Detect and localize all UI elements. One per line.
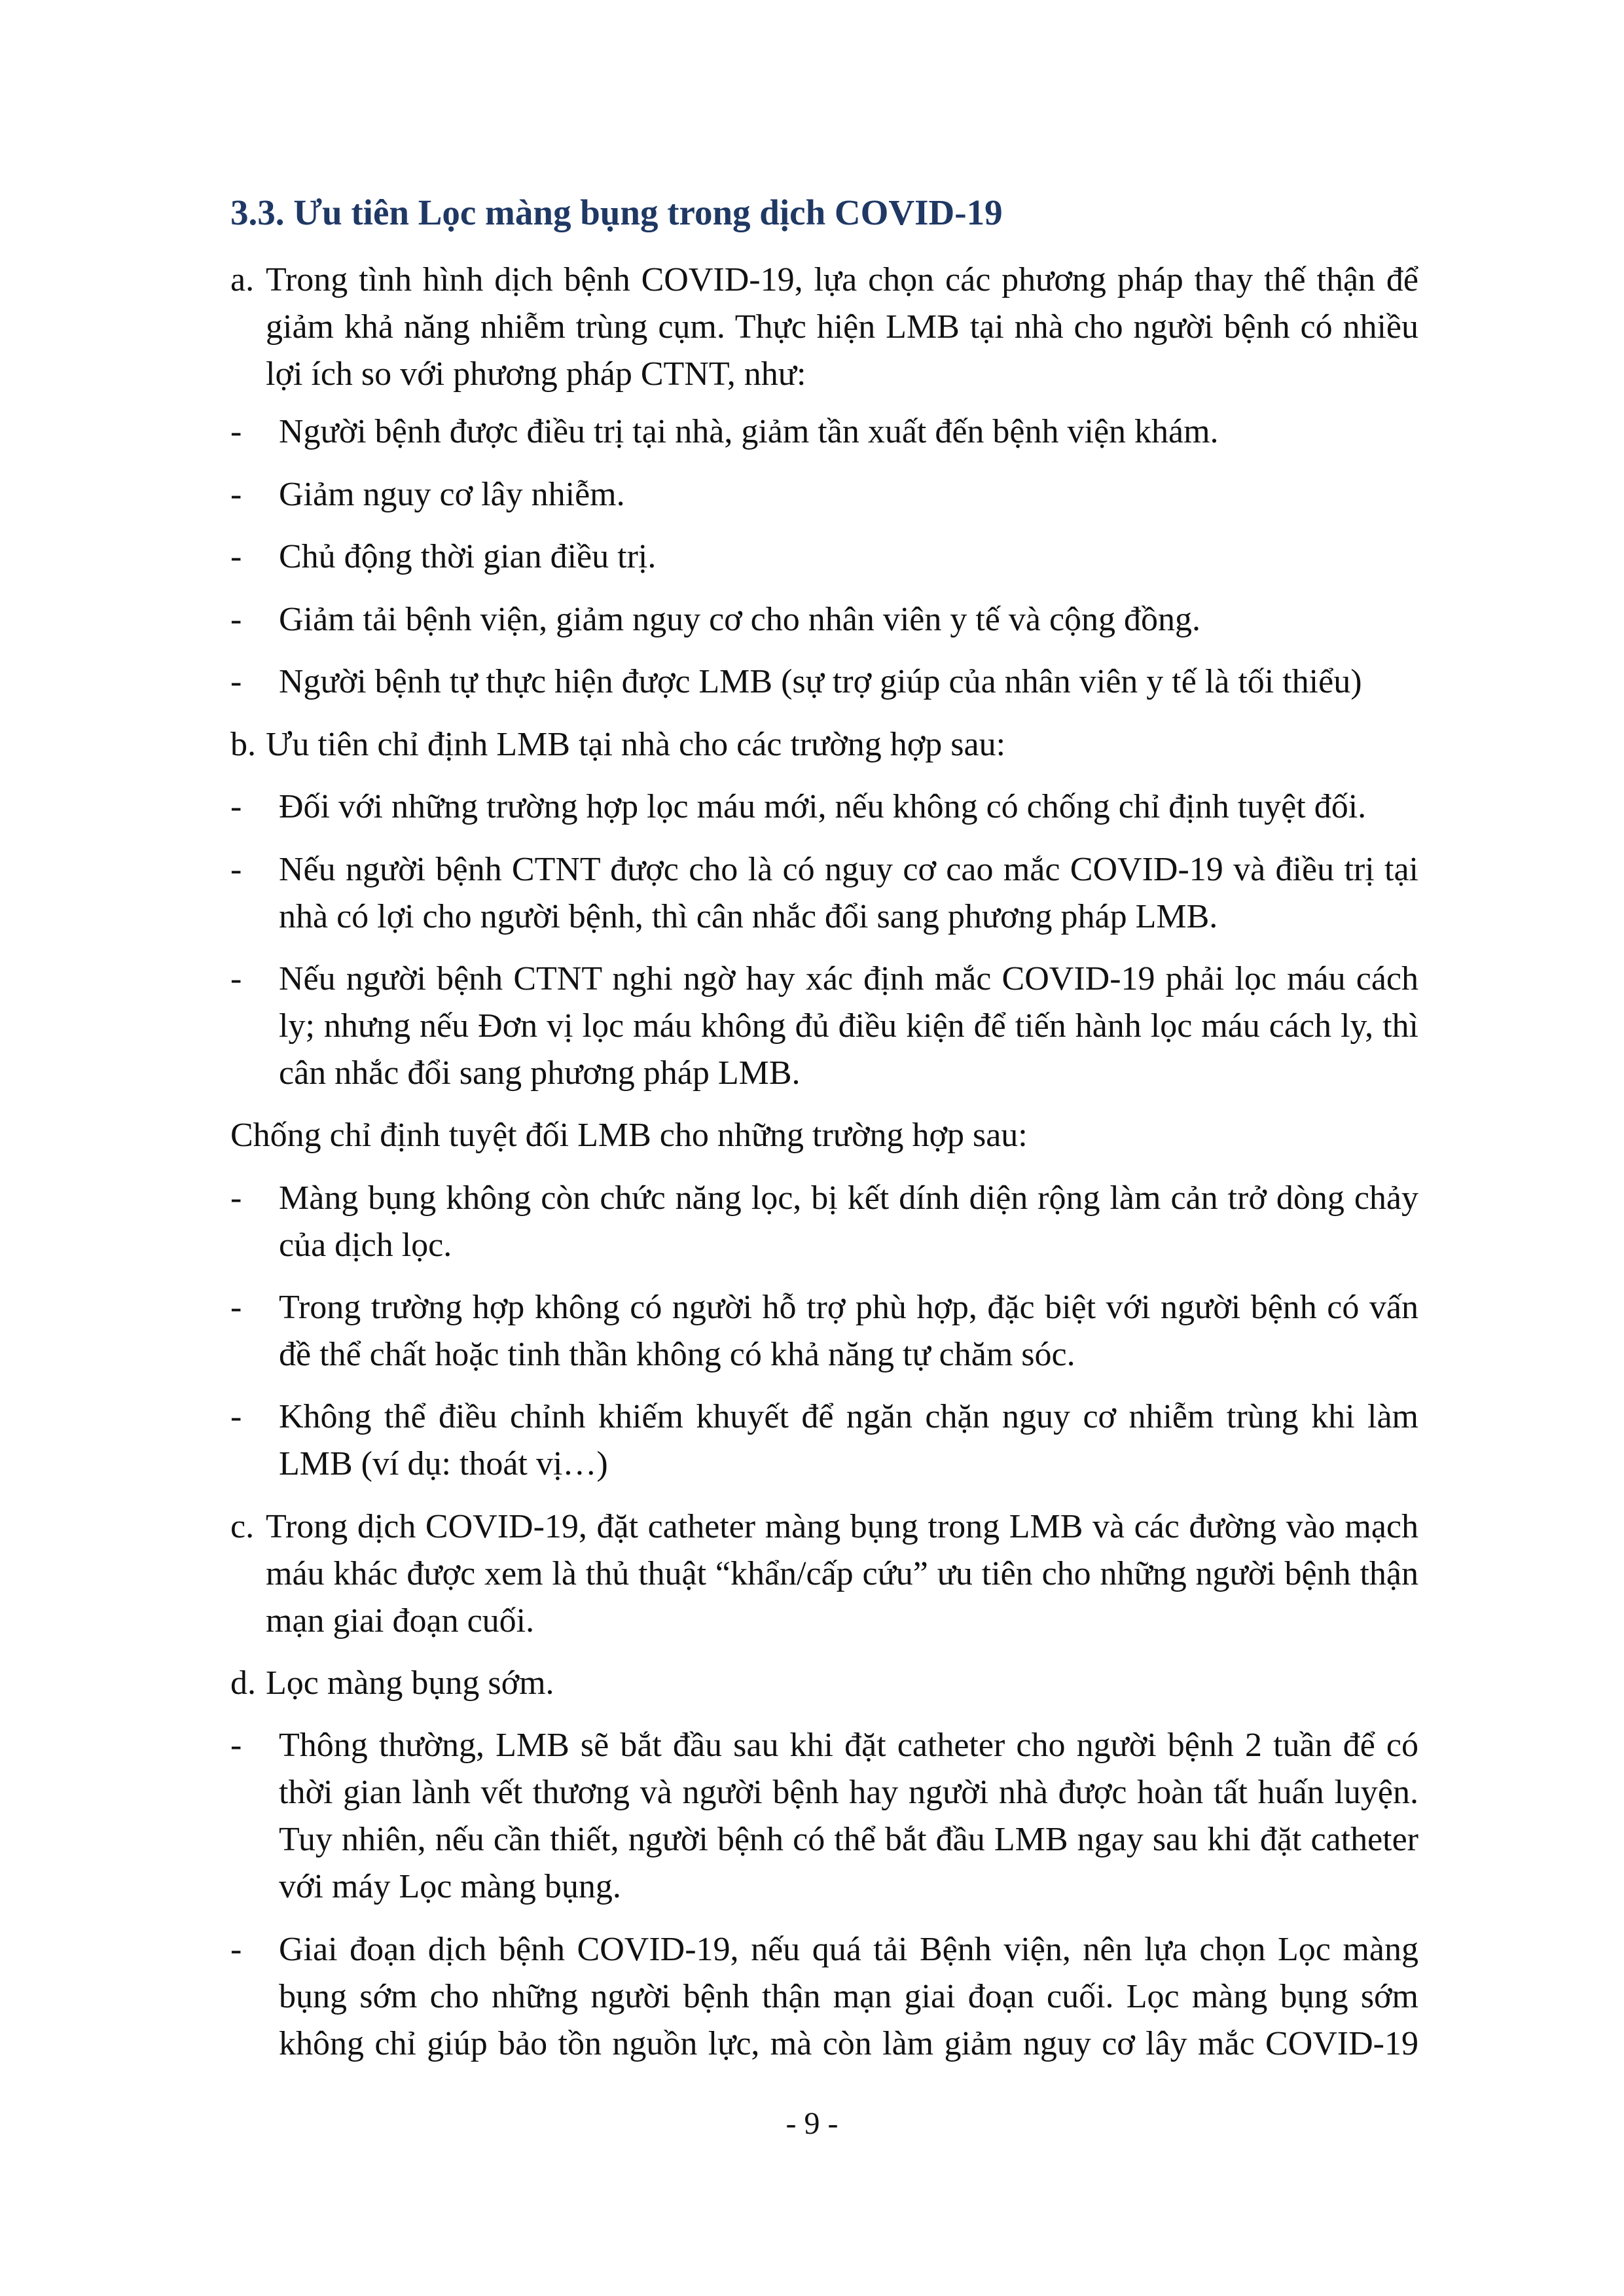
bullet-dash: - <box>230 788 242 825</box>
list-item <box>230 1175 1418 1269</box>
section-c-text: Trong dịch COVID-19, đặt catheter màng bụng trong LMB và các đường vào mạch máu khác được xem là thủ thuật “khẩn/cấp cứu” ưu tiên cho những người bệnh thận mạn giai đoạn cuối. <box>266 1508 1418 1640</box>
section-b-marker: b. <box>230 726 256 763</box>
list-item <box>230 1722 1418 1910</box>
list-item <box>230 533 1418 581</box>
list-item-text: Người bệnh được điều trị tại nhà, giảm tần xuất đến bệnh viện khám. <box>279 413 1219 450</box>
list-item-text: Giảm tải bệnh viện, giảm nguy cơ cho nhân viên y tế và cộng đồng. <box>279 601 1201 638</box>
bullet-dash: - <box>230 960 242 997</box>
list-item-text: Chủ động thời gian điều trị. <box>279 538 657 575</box>
list-item-text: Đối với những trường hợp lọc máu mới, nếu không có chống chỉ định tuyệt đối. <box>279 788 1367 825</box>
contraindications-intro: Chống chỉ định tuyệt đối LMB cho những trường hợp sau: <box>230 1117 1028 1154</box>
section-heading: 3.3. Ưu tiên Lọc màng bụng trong dịch COVID-19 <box>230 192 1003 232</box>
bullet-dash: - <box>230 1179 242 1217</box>
list-item-text: Nếu người bệnh CTNT được cho là có nguy cơ cao mắc COVID-19 và điều trị tại nhà có lợi cho người bệnh, thì cân nhắc đổi sang phương pháp LMB. <box>279 851 1418 935</box>
section-a-marker: a. <box>230 261 255 298</box>
list-item-text: Màng bụng không còn chức năng lọc, bị kết dính diện rộng làm cản trở dòng chảy của dịch lọc. <box>279 1179 1418 1264</box>
bullet-dash: - <box>230 476 242 513</box>
bullet-dash: - <box>230 1289 242 1326</box>
section-b-text: Ưu tiên chỉ định LMB tại nhà cho các trường hợp sau: <box>266 726 1006 763</box>
list-item-text: Trong trường hợp không có người hỗ trợ phù hợp, đặc biệt với người bệnh có vấn đề thể chất hoặc tinh thần không có khả năng tự chăm sóc. <box>279 1289 1418 1373</box>
page-number: - 9 - <box>785 2106 839 2141</box>
section-b-paragraph <box>230 721 1418 768</box>
section-a-paragraph <box>230 257 1418 398</box>
section-d-marker: d. <box>230 1664 256 1702</box>
section-c-paragraph <box>230 1503 1418 1645</box>
bullet-dash: - <box>230 1727 242 1764</box>
bullet-dash: - <box>230 538 242 575</box>
list-item <box>230 1284 1418 1378</box>
section-a-text: Trong tình hình dịch bệnh COVID-19, lựa chọn các phương pháp thay thế thận để giảm khả năng nhiễm trùng cụm. Thực hiện LMB tại nhà cho người bệnh có nhiều lợi ích so với phương pháp CTNT, như: <box>266 261 1418 393</box>
section-c-marker: c. <box>230 1508 255 1545</box>
list-item <box>230 471 1418 518</box>
list-item <box>230 956 1418 1097</box>
bullet-dash: - <box>230 601 242 638</box>
list-item <box>230 596 1418 643</box>
list-item-text: Nếu người bệnh CTNT nghi ngờ hay xác định mắc COVID-19 phải lọc máu cách ly; nhưng nếu Đơn vị lọc máu không đủ điều kiện để tiến hành lọc máu cách ly, thì cân nhắc đổi sang phương pháp LMB. <box>279 960 1418 1092</box>
list-item-text: Không thể điều chỉnh khiếm khuyết để ngăn chặn nguy cơ nhiễm trùng khi làm LMB (ví dụ: thoát vị…) <box>279 1398 1418 1482</box>
list-item <box>230 658 1418 706</box>
list-item-text: Người bệnh tự thực hiện được LMB (sự trợ giúp của nhân viên y tế là tối thiểu) <box>279 663 1362 700</box>
list-item-text: Giảm nguy cơ lây nhiễm. <box>279 476 625 513</box>
bullet-dash: - <box>230 1931 242 1968</box>
bullet-dash: - <box>230 851 242 888</box>
section-d-text: Lọc màng bụng sớm. <box>266 1664 554 1702</box>
bullet-dash: - <box>230 663 242 700</box>
list-item-text: Thông thường, LMB sẽ bắt đầu sau khi đặt catheter cho người bệnh 2 tuần để có thời gian lành vết thương và người bệnh hay người nhà được hoàn tất huấn luyện. Tuy nhiên, nếu cần thiết, người bệnh có thể bắt đầu LMB ngay sau khi đặt catheter với máy Lọc màng bụng. <box>279 1727 1418 1905</box>
bullet-dash: - <box>230 1398 242 1435</box>
list-item <box>230 408 1418 456</box>
bullet-dash: - <box>230 413 242 450</box>
list-item <box>230 1393 1418 1488</box>
list-item <box>230 783 1418 831</box>
list-item <box>230 1926 1418 2068</box>
list-item-text: Giai đoạn dịch bệnh COVID-19, nếu quá tải Bệnh viện, nên lựa chọn Lọc màng bụng sớm cho những người bệnh thận mạn giai đoạn cuối. Lọc màng bụng sớm không chỉ giúp bảo tồn nguồn lực, mà còn làm giảm nguy cơ lây mắc COVID-19 <box>279 1931 1418 2062</box>
section-d-paragraph <box>230 1660 1418 1707</box>
list-item <box>230 846 1418 941</box>
